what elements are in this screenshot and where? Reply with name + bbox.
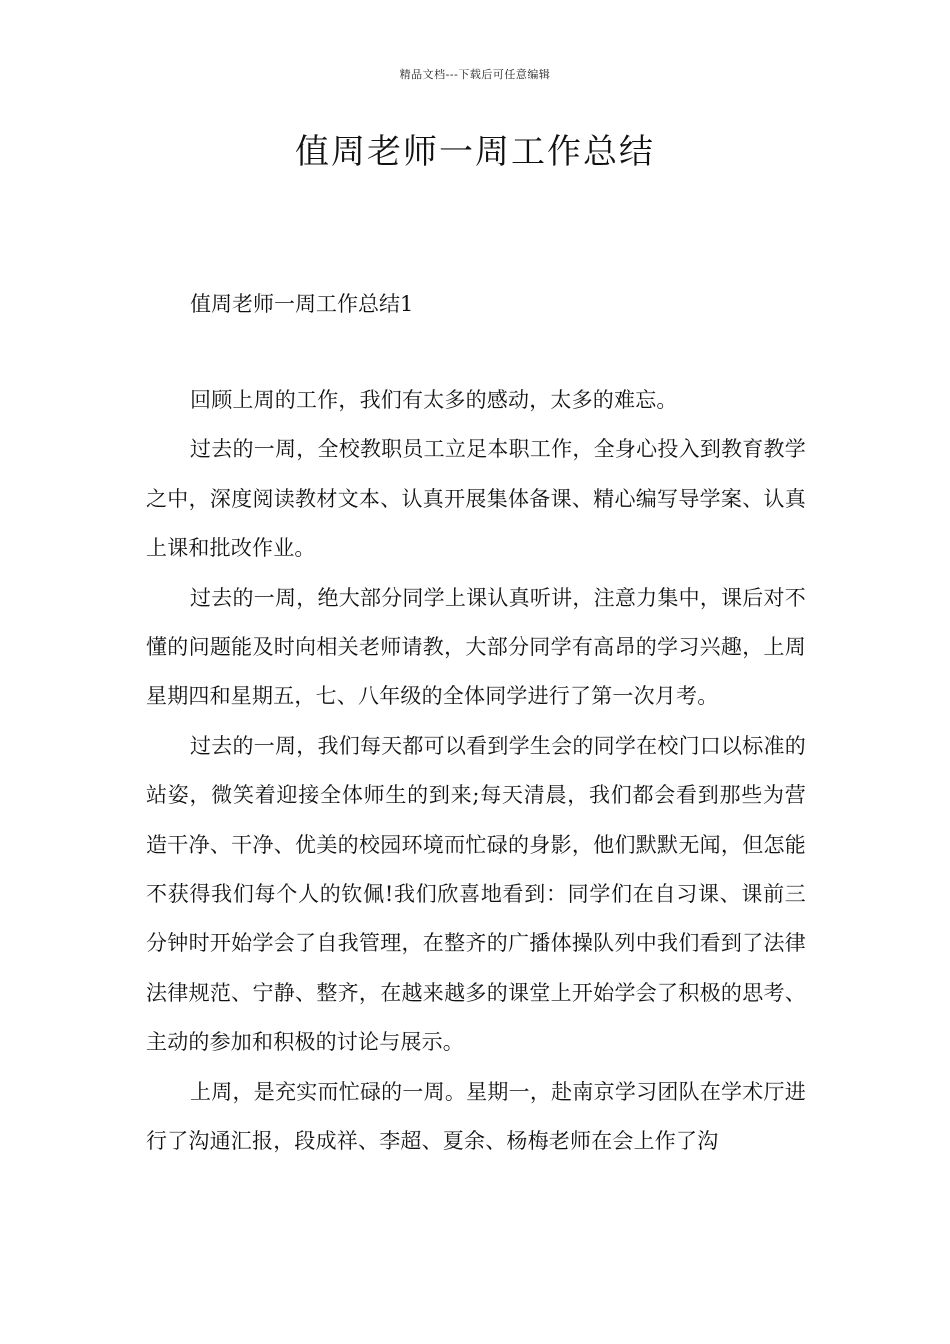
paragraph-2: 过去的一周，全校教职员工立足本职工作，全身心投入到教育教学之中，深度阅读教材文本、认真开展集体备课、精心编写导学案、认真上课和批改作业。	[146, 437, 806, 561]
document-title: 值周老师一周工作总结	[295, 132, 655, 172]
paragraph-1: 回顾上周的工作，我们有太多的感动，太多的难忘。	[190, 388, 678, 412]
paragraph-4: 过去的一周，我们每天都可以看到学生会的同学在校门口以标准的站姿，微笑着迎接全体师生的到来;每天清晨，我们都会看到那些为营造干净、干净、优美的校园环境而忙碌的身影，他们默默无闻，但怎能不获得我们每个人的钦佩!我们欣喜地看到：同学们在自习课、课前三分钟时开始学会了自我管理，在整齐的广播体操队列中我们看到了法律法律规范、宁静、整齐，在越来越多的课堂上开始学会了积极的思考、主动的参加和积极的讨论与展示。	[146, 733, 806, 1055]
paragraph-3: 过去的一周，绝大部分同学上课认真听讲，注意力集中，课后对不懂的问题能及时向相关老师请教，大部分同学有高昂的学习兴趣，上周星期四和星期五，七、八年级的全体同学进行了第一次月考。	[146, 585, 806, 709]
paragraph-5: 上周，是充实而忙碌的一周。星期一，赴南京学习团队在学术厅进行了沟通汇报，段成祥、李超、夏余、杨梅老师在会上作了沟	[146, 1079, 806, 1154]
section-subheading: 值周老师一周工作总结1	[190, 292, 414, 316]
header-note: 精品文档---下载后可任意编辑	[399, 68, 551, 81]
document-body	[146, 280, 806, 1167]
spacer	[146, 329, 806, 376]
